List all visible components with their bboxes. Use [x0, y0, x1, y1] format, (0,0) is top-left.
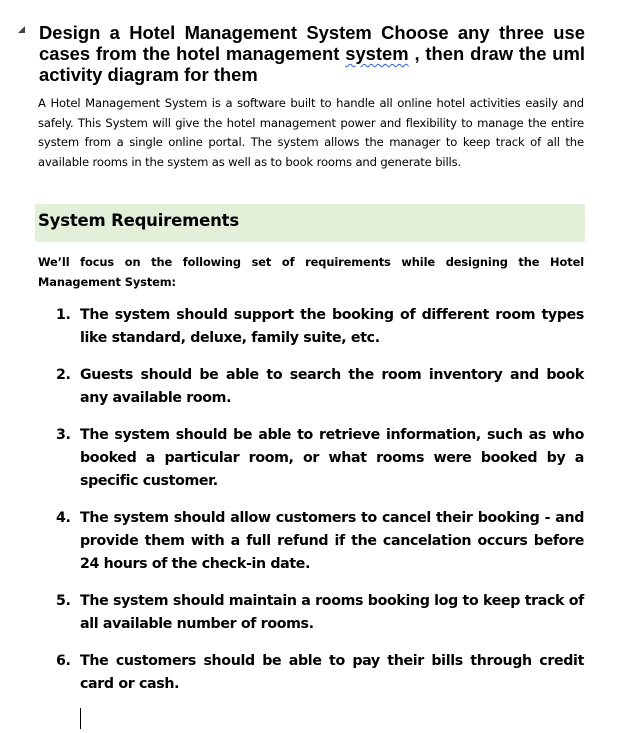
item-number: 6.	[56, 653, 71, 669]
item-number: 3.	[56, 427, 71, 443]
item-text: Guests should be able to search the room inventory and book any available room.	[80, 367, 584, 406]
section-title: System Requirements	[38, 211, 239, 230]
item-number: 5.	[56, 593, 71, 609]
list-item	[56, 304, 584, 350]
question-heading	[39, 22, 585, 85]
intro-paragraph: A Hotel Management System is a software built to handle all online hotel activities easily and safely. This System will give the hotel management power and flexibility to manage the entire system from a single online portal. The system allows the manager to keep track of all the available rooms in the system as well as to book rooms and generate bills.	[38, 96, 584, 169]
item-number: 4.	[56, 510, 71, 526]
item-text: The system should allow customers to cancel their booking - and provide them with a full refund if the cancelation occurs before 24 hours of the check-in date.	[80, 510, 584, 572]
item-number: 2.	[56, 367, 71, 383]
list-item	[56, 424, 584, 493]
heading-text-end: , then draw the uml activity diagram for them	[39, 43, 585, 85]
item-text: The system should support the booking of different room types like standard, deluxe, family suite, etc.	[80, 307, 584, 346]
text-cursor[interactable]	[80, 708, 81, 729]
requirements-list	[56, 304, 584, 710]
focus-paragraph: We’ll focus on the following set of requirements while designing the Hotel Management System:	[38, 255, 584, 289]
item-text: The system should be able to retrieve information, such as who booked a particular room, or what rooms were booked by a specific customer.	[80, 427, 584, 489]
item-text: The customers should be able to pay their bills through credit card or cash.	[80, 653, 584, 692]
list-item	[56, 364, 584, 410]
list-item	[56, 507, 584, 576]
heading-text-start: Design a Hotel Management System Choose any three use cases from the hotel management	[39, 22, 585, 64]
spellcheck-word[interactable]: system	[345, 43, 409, 64]
item-number: 1.	[56, 307, 71, 323]
list-item	[56, 590, 584, 636]
list-item	[56, 650, 584, 696]
item-text: The system should maintain a rooms booking log to keep track of all available number of rooms.	[80, 593, 584, 632]
section-header-bar	[35, 204, 585, 242]
collapse-triangle-icon[interactable]	[18, 26, 25, 33]
